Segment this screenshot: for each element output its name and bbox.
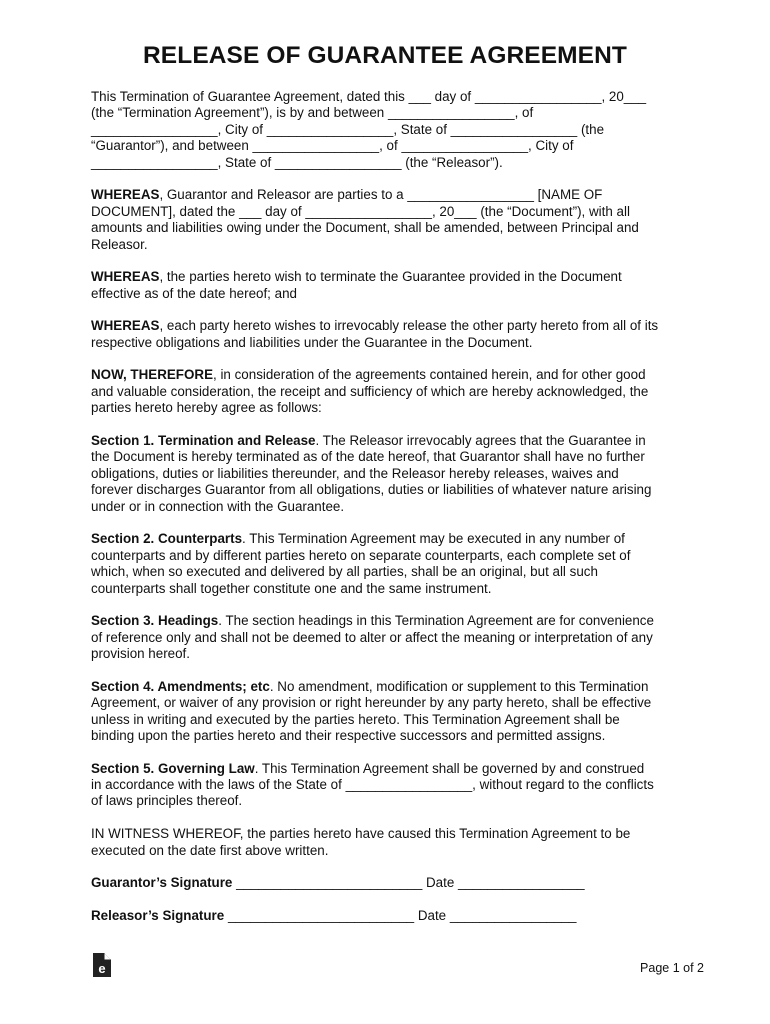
witness-paragraph: IN WITNESS WHEREOF, the parties hereto have caused this Termination Agreement to be executed on the date first above written.: [91, 826, 631, 858]
eforms-e-icon: [92, 952, 112, 978]
now-therefore-paragraph: NOW, THEREFORE, in consideration of the agreements contained herein, and for other good and valuable consideration, the receipt and sufficiency of which are hereby acknowledged, the parties hereto hereby agree as follows:: [91, 367, 649, 416]
section-heading: Section 2. Counterparts: [91, 531, 243, 547]
intro-line: (the “Termination Agreement”), is by and between _________________, of: [91, 105, 534, 121]
releasor-signature-label: Releasor’s Signature: [91, 908, 225, 923]
section-heading: Section 3. Headings: [91, 613, 219, 629]
whereas-paragraph-2: WHEREAS, the parties hereto wish to terminate the Guarantee provided in the Document effective as of the date hereof; and: [91, 269, 622, 301]
document-title: RELEASE OF GUARANTEE AGREEMENT: [143, 42, 627, 69]
paragraph-heading: NOW, THEREFORE: [91, 367, 214, 383]
section-2-paragraph: Section 2. Counterparts. This Termination Agreement may be executed in any number of counterparts and by different parties hereto on separate counterparts, each complete set of which, when so executed and delivered by all parties, shall be an original, but all such counterparts shall together constitute one and the same instrument.: [91, 531, 631, 596]
intro-line: This Termination of Guarantee Agreement, dated this ___ day of _________________, 20___: [91, 89, 647, 104]
section-heading: Section 1. Termination and Release: [91, 432, 316, 448]
section-5-paragraph: Section 5. Governing Law. This Termination Agreement shall be governed by and construed in accordance with the laws of the State of _________________, without regard to the conflicts of laws principles thereof.: [91, 760, 654, 809]
guarantor-signature-line: [91, 875, 585, 890]
intro-line: _________________, City of _________________, State of _________________ (the: [91, 121, 605, 137]
document-body: [91, 89, 691, 875]
section-4-paragraph: Section 4. Amendments; etc. No amendment, modification or supplement to this Termination Agreement, or waiver of any provision or right hereunder by any party hereto, shall be effective unless in writing and executed by the parties hereto. This Termination Agreement shall be binding upon the parties hereto and their respective successors and permitted assigns.: [91, 678, 652, 743]
guarantor-signature-label: Guarantor’s Signature: [91, 875, 233, 890]
paragraph-heading: WHEREAS: [91, 318, 160, 334]
whereas-paragraph-3: WHEREAS, each party hereto wishes to irrevocably release the other party hereto from all of its respective obligations and liabilities under the Guarantee in the Document.: [91, 318, 659, 350]
intro-paragraph: [91, 89, 691, 171]
whereas-paragraph-1: WHEREAS, Guarantor and Releasor are parties to a _________________ [NAME OF DOCUMENT], dated the ___ day of _________________, 20___ (the “Document”), with all amounts and liabilities owing under the Document, shall be amended, between Principal and Releasor.: [91, 187, 639, 252]
page-number: Page 1 of 2: [640, 961, 704, 975]
paragraph-heading: WHEREAS: [91, 269, 160, 285]
svg-text:e: e: [98, 961, 106, 976]
releasor-signature-line: [91, 908, 576, 923]
section-heading: Section 5. Governing Law: [91, 760, 255, 776]
section-3-paragraph: Section 3. Headings. The section headings in this Termination Agreement are for convenience of reference only and shall not be deemed to alter or affect the meaning or interpretation of any provision hereof.: [91, 613, 654, 662]
section-heading: Section 4. Amendments; etc: [91, 678, 270, 694]
intro-line: “Guarantor”), and between _________________, of _________________, City of: [91, 138, 574, 154]
section-1-paragraph: Section 1. Termination and Release. The Releasor irrevocably agrees that the Guarantee in the Document is hereby terminated as of the date hereof, that Guarantor shall have no further obligations, duties or liabilities thereunder, and the Releasor hereby releases, waives and forever discharges Guarantor from all obligations, duties or liabilities of whatever nature arising under or in connection with the Guarantee.: [91, 432, 652, 514]
paragraph-heading: WHEREAS: [91, 187, 160, 203]
guarantor-signature-field: _________________________ Date _________________: [232, 875, 585, 890]
releasor-signature-field: _________________________ Date _________________: [224, 908, 577, 923]
intro-line: _________________, State of _________________ (the “Releasor”).: [91, 154, 503, 170]
